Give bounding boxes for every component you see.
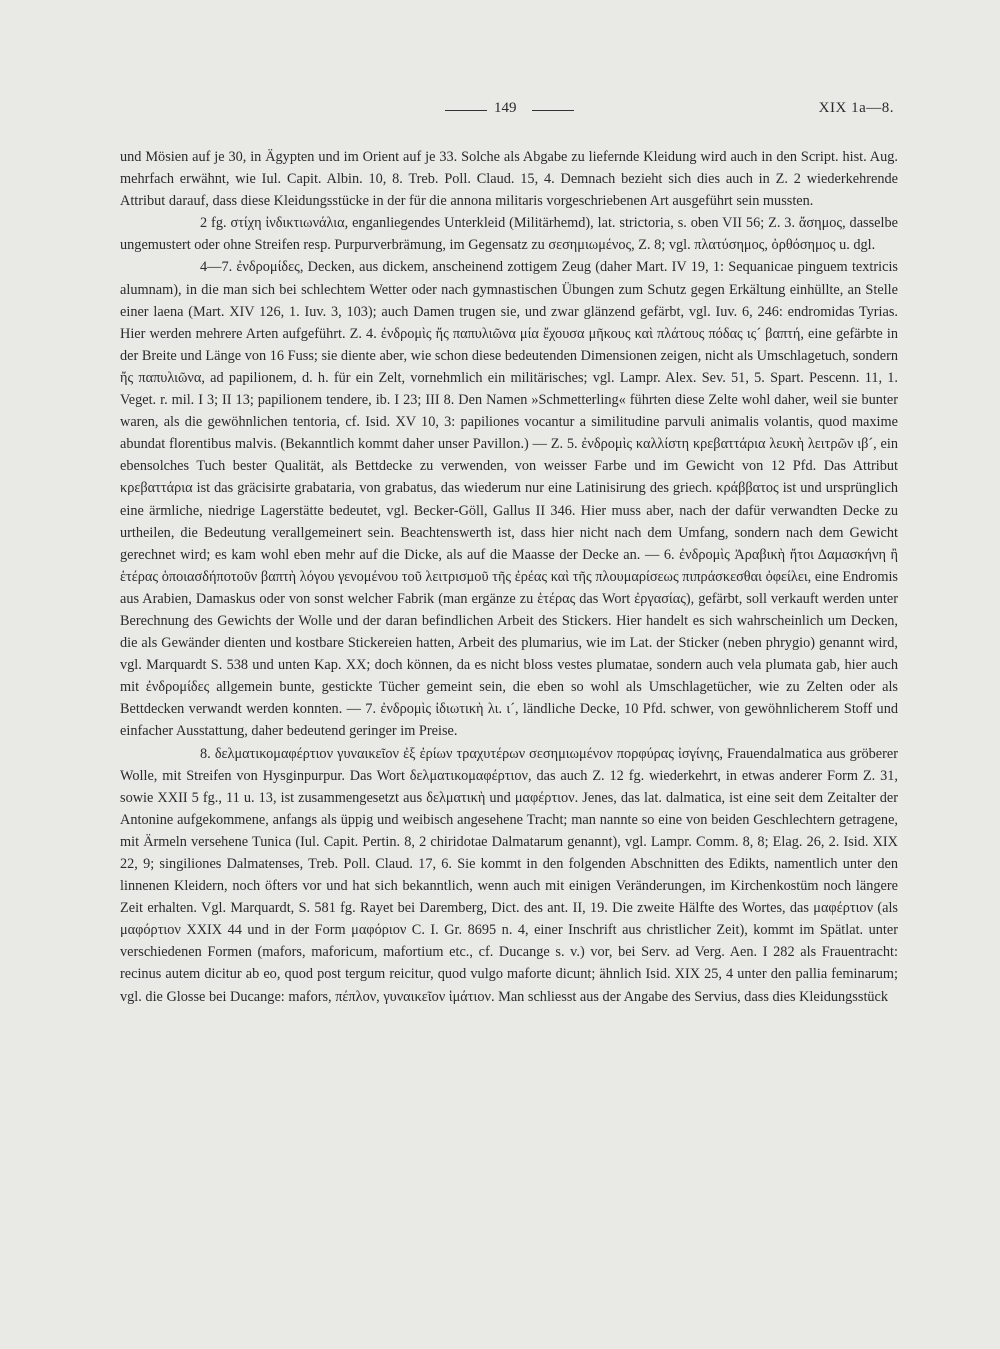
paragraph: 2 fg. στίχη ἰνδικτιωνάλια, enganliegendes Unterkleid (Militärhemd), lat. strictoria, s. oben VII 56; Z. 3. ἄσημος, dasselbe ungemustert oder ohne Streifen resp. Purpurverbrämung, im Gegensatz zu σεσημιωμένος, Z. 8; vgl. πλατύσημος, ὀρθόσημος u. dgl. xyxy=(120,215,898,254)
header-rule-left xyxy=(445,110,487,111)
header-rule-right xyxy=(532,110,574,111)
page-header xyxy=(0,98,1000,124)
page-number: 149 xyxy=(494,100,517,116)
paragraph: 4—7. ἐνδρομίδες, Decken, aus dickem, anscheinend zottigem Zeug (daher Mart. IV 19, 1: Sequanicae pinguem textricis alumnam), in die man sich bei schlechtem Wetter oder nach gymnastischen Übungen zum Schutz gegen Erkältung einhüllte, an Stelle einer laena (Mart. XIV 126, 1. Iuv. 3, 103); auch Damen trugen sie, und zwar glänzend gefärbt, vgl. Iuv. 6, 246: endromidas Tyrias. Hier werden mehrere Arten aufgeführt. Z. 4. ἐνδρομὶς ἤς παπυλιῶνα μία ἔχουσα μῆκους καὶ πλάτους πόδας ις´ βαπτή, eine gefärbte in der Breite und Länge von 16 Fuss; sie diente aber, wie schon diese bedeutenden Dimensionen zeigen, nicht als Umschlagetuch, sondern ἤς παπυλιῶνα, ad papilionem, d. h. für ein Zelt, vornehmlich ein militärisches; vgl. Lampr. Alex. Sev. 51, 5. Spart. Pescenn. 11, 1. Veget. r. mil. I 3; II 13; papilionem tendere, ib. I 23; III 8. Den Namen »Schmetterling« führten diese Zelte wohl daher, weil sie bunter waren, als die gewöhnlichen tentoria, cf. Isid. XV 10, 3: papiliones vocantur a similitudine parvuli animalis volantis, quod maxime abundat florentibus malvis. (Bekanntlich kommt daher unser Pavillon.) — Z. 5. ἐνδρομὶς καλλίστη κρεβαττάρια λευκὴ λειτρῶν ιβ´, ein ebensolches Tuch bester Qualität, als Bettdecke zu verwenden, von weisser Farbe und im Gewicht von 12 Pfd. Das Attribut κρεβαττάρια ist das gräcisirte grabataria, von grabatus, das wiederum nur eine Latinisirung des griech. κράββατος ist und ursprünglich eine ärmliche, niedrige Lagerstätte bedeutet, vgl. Becker-Göll, Gallus II 346. Hier muss aber, nach der dafür verwandten Decke zu urtheilen, die Bedeutung verallgemeinert sein. Beachtenswerth ist, dass hier nicht nach dem Umfang, sondern nach dem Gewicht gerechnet wird; es kam wohl eben mehr auf die Dicke, als auf die Maasse der Decke an. — 6. ἐνδρομὶς Ἀραβικὴ ἤτοι Δαμασκήνη ἢ ἑτέρας ὁποιασδήποτοῦν βαπτὴ λόγου γενομένου τοῦ λειτρισμοῦ τῆς ἐρέας καὶ τῆς πλουμαρίσεως πιπράσκεσθαι ὀφείλει, eine Endromis aus Arabien, Damaskus oder von sonst welcher Fabrik (man ergänze zu ἑτέρας das Wort ἐργασίας), gefärbt, soll verkauft werden unter Berechnung des Gewichts der Wolle und der daran befindlichen Arbeit des Stickers. Hier handelt es sich wahrscheinlich um Decken, die als Gewänder dienten und kostbare Stickereien hatten, Arbeit des plumarius, wie im Lat. der Sticker (neben phrygio) genannt wird, vgl. Marquardt S. 538 und unten Kap. XX; doch können, da es nicht bloss vestes plumatae, sondern auch vela plumata gab, hier auch mit ἐνδρομίδες allgemein bunte, gestickte Tücher gemeint sein, die eben so wohl als Umschlagetücher, wie zu Zelten oder als Bettdecken verwandt werden konnten. — 7. ἐνδρομὶς ἰδιωτικὴ λι. ι´, ländliche Decke, 10 Pfd. schwer, von gewöhnlicherem Stoff und einfacher Ausstattung, daher bedeutend geringer im Preise. xyxy=(120,259,898,740)
paragraph: und Mösien auf je 30, in Ägypten und im Orient auf je 33. Solche als Abgabe zu liefernde Kleidung wird auch in den Script. hist. Aug. mehrfach erwähnt, wie Iul. Capit. Albin. 10, 8. Treb. Poll. Claud. 15, 4. Demnach bezieht sich dies auch in Z. 2 wiederkehrende Attribut darauf, dass diese Kleidungsstücke in der für die annona militaris vorgeschriebenen Art ausgeführt sein mussten. xyxy=(120,149,898,210)
section-reference: XIX 1a—8. xyxy=(818,100,894,116)
commentary-text xyxy=(120,146,898,1008)
paragraph: 8. δελματικομαφέρτιον γυναικεῖον ἐξ ἐρίων τραχυτέρων σεσημιωμένον πορφύρας ἰσγίνης, Frauendalmatica aus gröberer Wolle, mit Streifen von Hysginpurpur. Das Wort δελματικομαφέρτιον, das auch Z. 12 fg. wiederkehrt, in etwas anderer Form Z. 31, sowie XXII 5 fg., 11 u. 13, ist zusammengesetzt aus δελματικὴ und μαφέρτιον. Jenes, das lat. dalmatica, ist eine seit dem Zeitalter der Antonine aufgekommene, anfangs als üppig und weibisch angesehene Tracht; man nannte so eine von beiden Geschlechtern getragene, mit Ärmeln versehene Tunica (Iul. Capit. Pertin. 8, 2 chiridotae Dalmatarum genannt), vgl. Lampr. Comm. 8, 8; Elag. 26, 2. Isid. XIX 22, 9; singiliones Dalmatenses, Treb. Poll. Claud. 17, 6. Sie kommt in den folgenden Abschnitten des Edikts, namentlich unter den linnenen Kleidern, noch öfters vor und hat sich bekanntlich, wenn auch mit einigen Veränderungen, im Kirchenkostüm noch längere Zeit erhalten. Vgl. Marquardt, S. 581 fg. Rayet bei Daremberg, Dict. des ant. II, 19. Die zweite Hälfte des Wortes, das μαφέρτιον (als μαφόρτιον XXIX 44 und in der Form μαφόριον C. I. Gr. 8695 n. 4, einer Inschrift aus christlicher Zeit), kommt im Spätlat. unter verschiedenen Formen (mafors, maforicum, mafortium etc., cf. Ducange s. v.) vor, bei Serv. ad Verg. Aen. I 282 als Frauentracht: recinus autem dicitur ab eo, quod post tergum reicitur, quod vulgo maforte dicunt; ähnlich Isid. XIX 25, 4 unter den pallia feminarum; vgl. die Glosse bei Ducange: mafors, πέπλον, γυναικεῖον ἱμάτιον. Man schliesst aus der Angabe des Servius, dass dies Kleidungsstück xyxy=(120,745,898,1005)
